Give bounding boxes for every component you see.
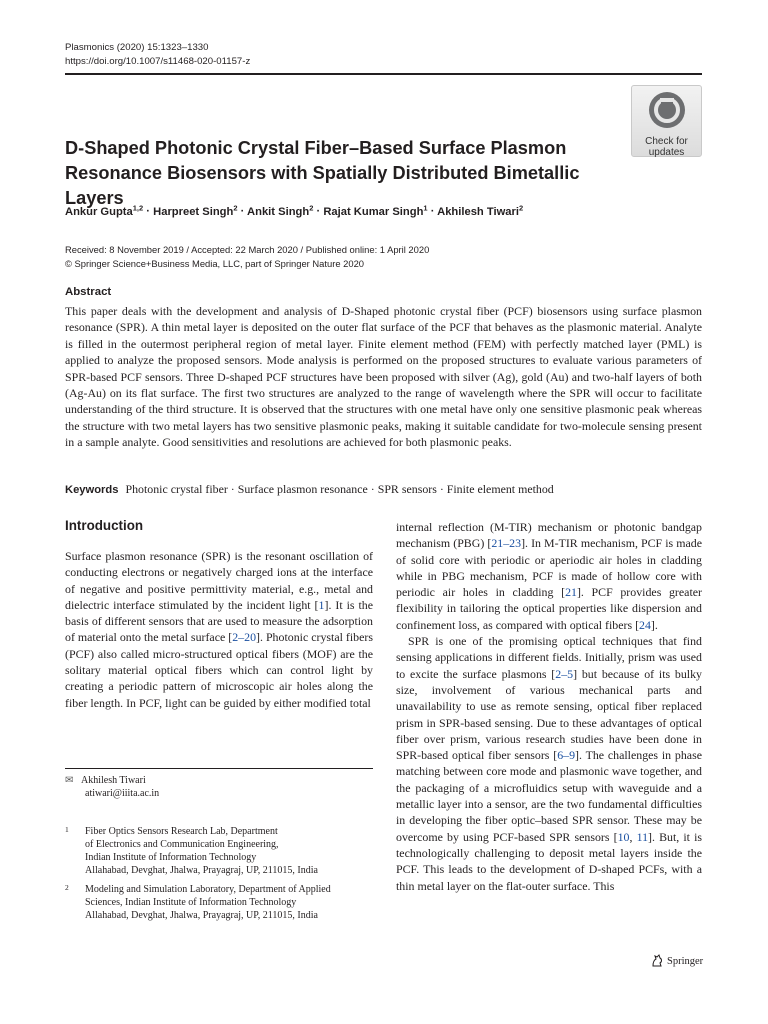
publisher-name: Springer bbox=[667, 955, 704, 967]
paper-title: D-Shaped Photonic Crystal Fiber–Based Surface Plasmon Resonance Biosensors with Spatially Distributed Bimetallic Layers bbox=[65, 138, 580, 208]
journal-citation: Plasmonics (2020) 15:1323–1330 bbox=[65, 42, 209, 53]
citation-link[interactable]: 21 bbox=[565, 585, 577, 600]
keywords bbox=[65, 482, 554, 497]
contact-name: Akhilesh Tiwari bbox=[81, 775, 146, 786]
citation-link[interactable]: 2–5 bbox=[555, 666, 574, 681]
springer-horse-icon bbox=[650, 954, 664, 968]
citation-link[interactable]: 10 bbox=[617, 829, 630, 844]
author-name[interactable]: Akhilesh Tiwari$^2$ bbox=[437, 203, 524, 218]
contact-email[interactable]: atiwari@iiita.ac.in bbox=[85, 788, 160, 799]
citation-link[interactable]: 11 bbox=[636, 829, 649, 844]
citation-link[interactable]: 6–9 bbox=[557, 748, 576, 763]
body-column-right bbox=[396, 519, 702, 894]
introduction-heading: Introduction bbox=[65, 518, 144, 533]
footnote-rule bbox=[65, 768, 373, 769]
check-for-updates-badge[interactable] bbox=[631, 85, 702, 157]
body-paragraph: internal reflection (M-TIR) mechanism or photonic bandgap mechanism (PBG) [21–23]. In M-TIR mechanism, PCF is made of solid core with periodic or aperiodic air holes in cladding while in PBG mechanism, PCF is made of hollow core with periodic air holes in cladding [21]. PCF provides greater flexibility in tailoring the optical properties like dispersion and confinement loss, as compared with optical fibers [24]. bbox=[396, 520, 703, 632]
header-rule bbox=[65, 73, 702, 75]
check-for-updates-icon bbox=[647, 90, 687, 130]
affiliation-number: 2 bbox=[65, 883, 69, 892]
envelope-icon: ✉ bbox=[65, 775, 74, 786]
doi-link[interactable]: https://doi.org/10.1007/s11468-020-01157-z bbox=[65, 56, 251, 67]
body-paragraph: SPR is one of the promising optical techniques that find sensing applications in different fields. Initially, prism was used to excite the surface plasmons [2–5] but because of its bulky size, involvement of various mechanical parts and unavailability to use as remote sensing, optical fiber replaced prism in SPR-based sensing. Due to these advantages of optical fiber over prism, various research studies have been done in SPR-based optical fiber sensors [6–9]. The challenges in phase matching between core mode and plasmonic wave together, and the packaging of a microfluidics setup with waveguide and a metallic layer into a sensor, are the two fundamental difficulties in developing the fiber optic–based SPR sensor. These may be overcome by using PCF-based SPR sensors [10, 11]. But, it is technologically challenging to deposit metal layers inside the PCF. This leads to the development of D-shaped PCFs, with a thin metal layer on the flat-outer surface. This bbox=[396, 634, 703, 893]
author-list: Ankur Gupta$^{1,2}$ · Harpreet Singh$^2$ · Ankit Singh$^2$ · Rajat Kumar Singh$^1$ · Akhilesh Tiwari$^2$ bbox=[65, 203, 524, 218]
abstract-heading: Abstract bbox=[65, 286, 112, 298]
author-name[interactable]: Harpreet Singh$^2$ bbox=[153, 203, 238, 218]
citation-link[interactable]: 24 bbox=[639, 617, 651, 632]
author-name[interactable]: Rajat Kumar Singh$^1$ bbox=[323, 203, 428, 218]
affiliation-number: 1 bbox=[65, 825, 69, 834]
author-name[interactable]: Ankur Gupta$^{1,2}$ bbox=[65, 203, 144, 218]
check-for-updates-label: Check for updates bbox=[645, 136, 688, 158]
citation-link[interactable]: 21–23 bbox=[491, 536, 522, 551]
publication-dates: Received: 8 November 2019 / Accepted: 22 March 2020 / Published online: 1 April 2020 © Springer Science+Business Media, LLC, part of Springer Nature 2020 bbox=[65, 244, 430, 269]
corresponding-author bbox=[65, 774, 159, 800]
body-column-left bbox=[65, 548, 373, 711]
journal-header bbox=[65, 41, 250, 69]
citation-link[interactable]: 2–20 bbox=[232, 630, 257, 645]
publisher-logo bbox=[650, 954, 703, 968]
affiliation: 2 Modeling and Simulation Laboratory, Department of Applied Sciences, Indian Institute of Information Technology Allahabad, Devghat, Jhalwa, Prayagraj, UP, 211015, India bbox=[65, 883, 331, 921]
citation-link[interactable]: 1 bbox=[318, 597, 325, 612]
keywords-label: Keywords bbox=[65, 484, 119, 496]
affiliation: 1 Fiber Optics Sensors Research Lab, Department of Electronics and Communication Engineering, Indian Institute of Information Technology Allahabad, Devghat, Jhalwa, Prayagraj, UP, 211015, India bbox=[65, 825, 318, 876]
body-paragraph: Surface plasmon resonance (SPR) is the resonant oscillation of conducting electrons or negatively charged ions at the interface of negative and positive permittivity material, e.g., metal and dielectric interface stimulated by the incident light [1]. It is the basis of different sensors that are used to measure the adsorption of material onto the metal surface [2–20]. Photonic crystal fibers (PCF) also called micro-structured optical fibers (MOF) are the solitary material optical fibers which can control light by creating a periodic pattern of microscopic air holes along the fiber length. In PCF, light can be guided by either modified total bbox=[65, 549, 374, 710]
keywords-text: Photonic crystal fiber · Surface plasmon resonance · SPR sensors · Finite element method bbox=[125, 482, 554, 496]
abstract-text: This paper deals with the development and analysis of D-Shaped photonic crystal fiber (PCF) biosensors using surface plasmon resonance (SPR). A thin metal layer is deposited on the outer flat surface of the PCF that behaves as the plasmonic material. Analyte is filled in the outermost peripheral region of metal layer. Finite element method (FEM) with perfectly matched layer (PML) is applied to analyze the proposed sensors. Mode analysis is performed on the proposed structures to evaluate various parameters of SPR-based PCF sensors. Three D-shaped PCF structures have been proposed with silver (Ag), gold (Au) and two-half layers of both (Ag-Au) on its flat surface. The first two structures are analyzed to the range of wavelength where the SPR will occur to facilitate understanding of the third structure. It is observed that the structures with one metal have only one sensitive plasmonic peak whereas the structure with two metal layers has two sensitive plasmonic peaks, making it suitable candidate for two-molecule sensing present in a sample analyte. Good sensitivities and resolutions are achieved for both plasmonic peaks. bbox=[65, 304, 702, 450]
author-name[interactable]: Ankit Singh$^2$ bbox=[247, 203, 314, 218]
